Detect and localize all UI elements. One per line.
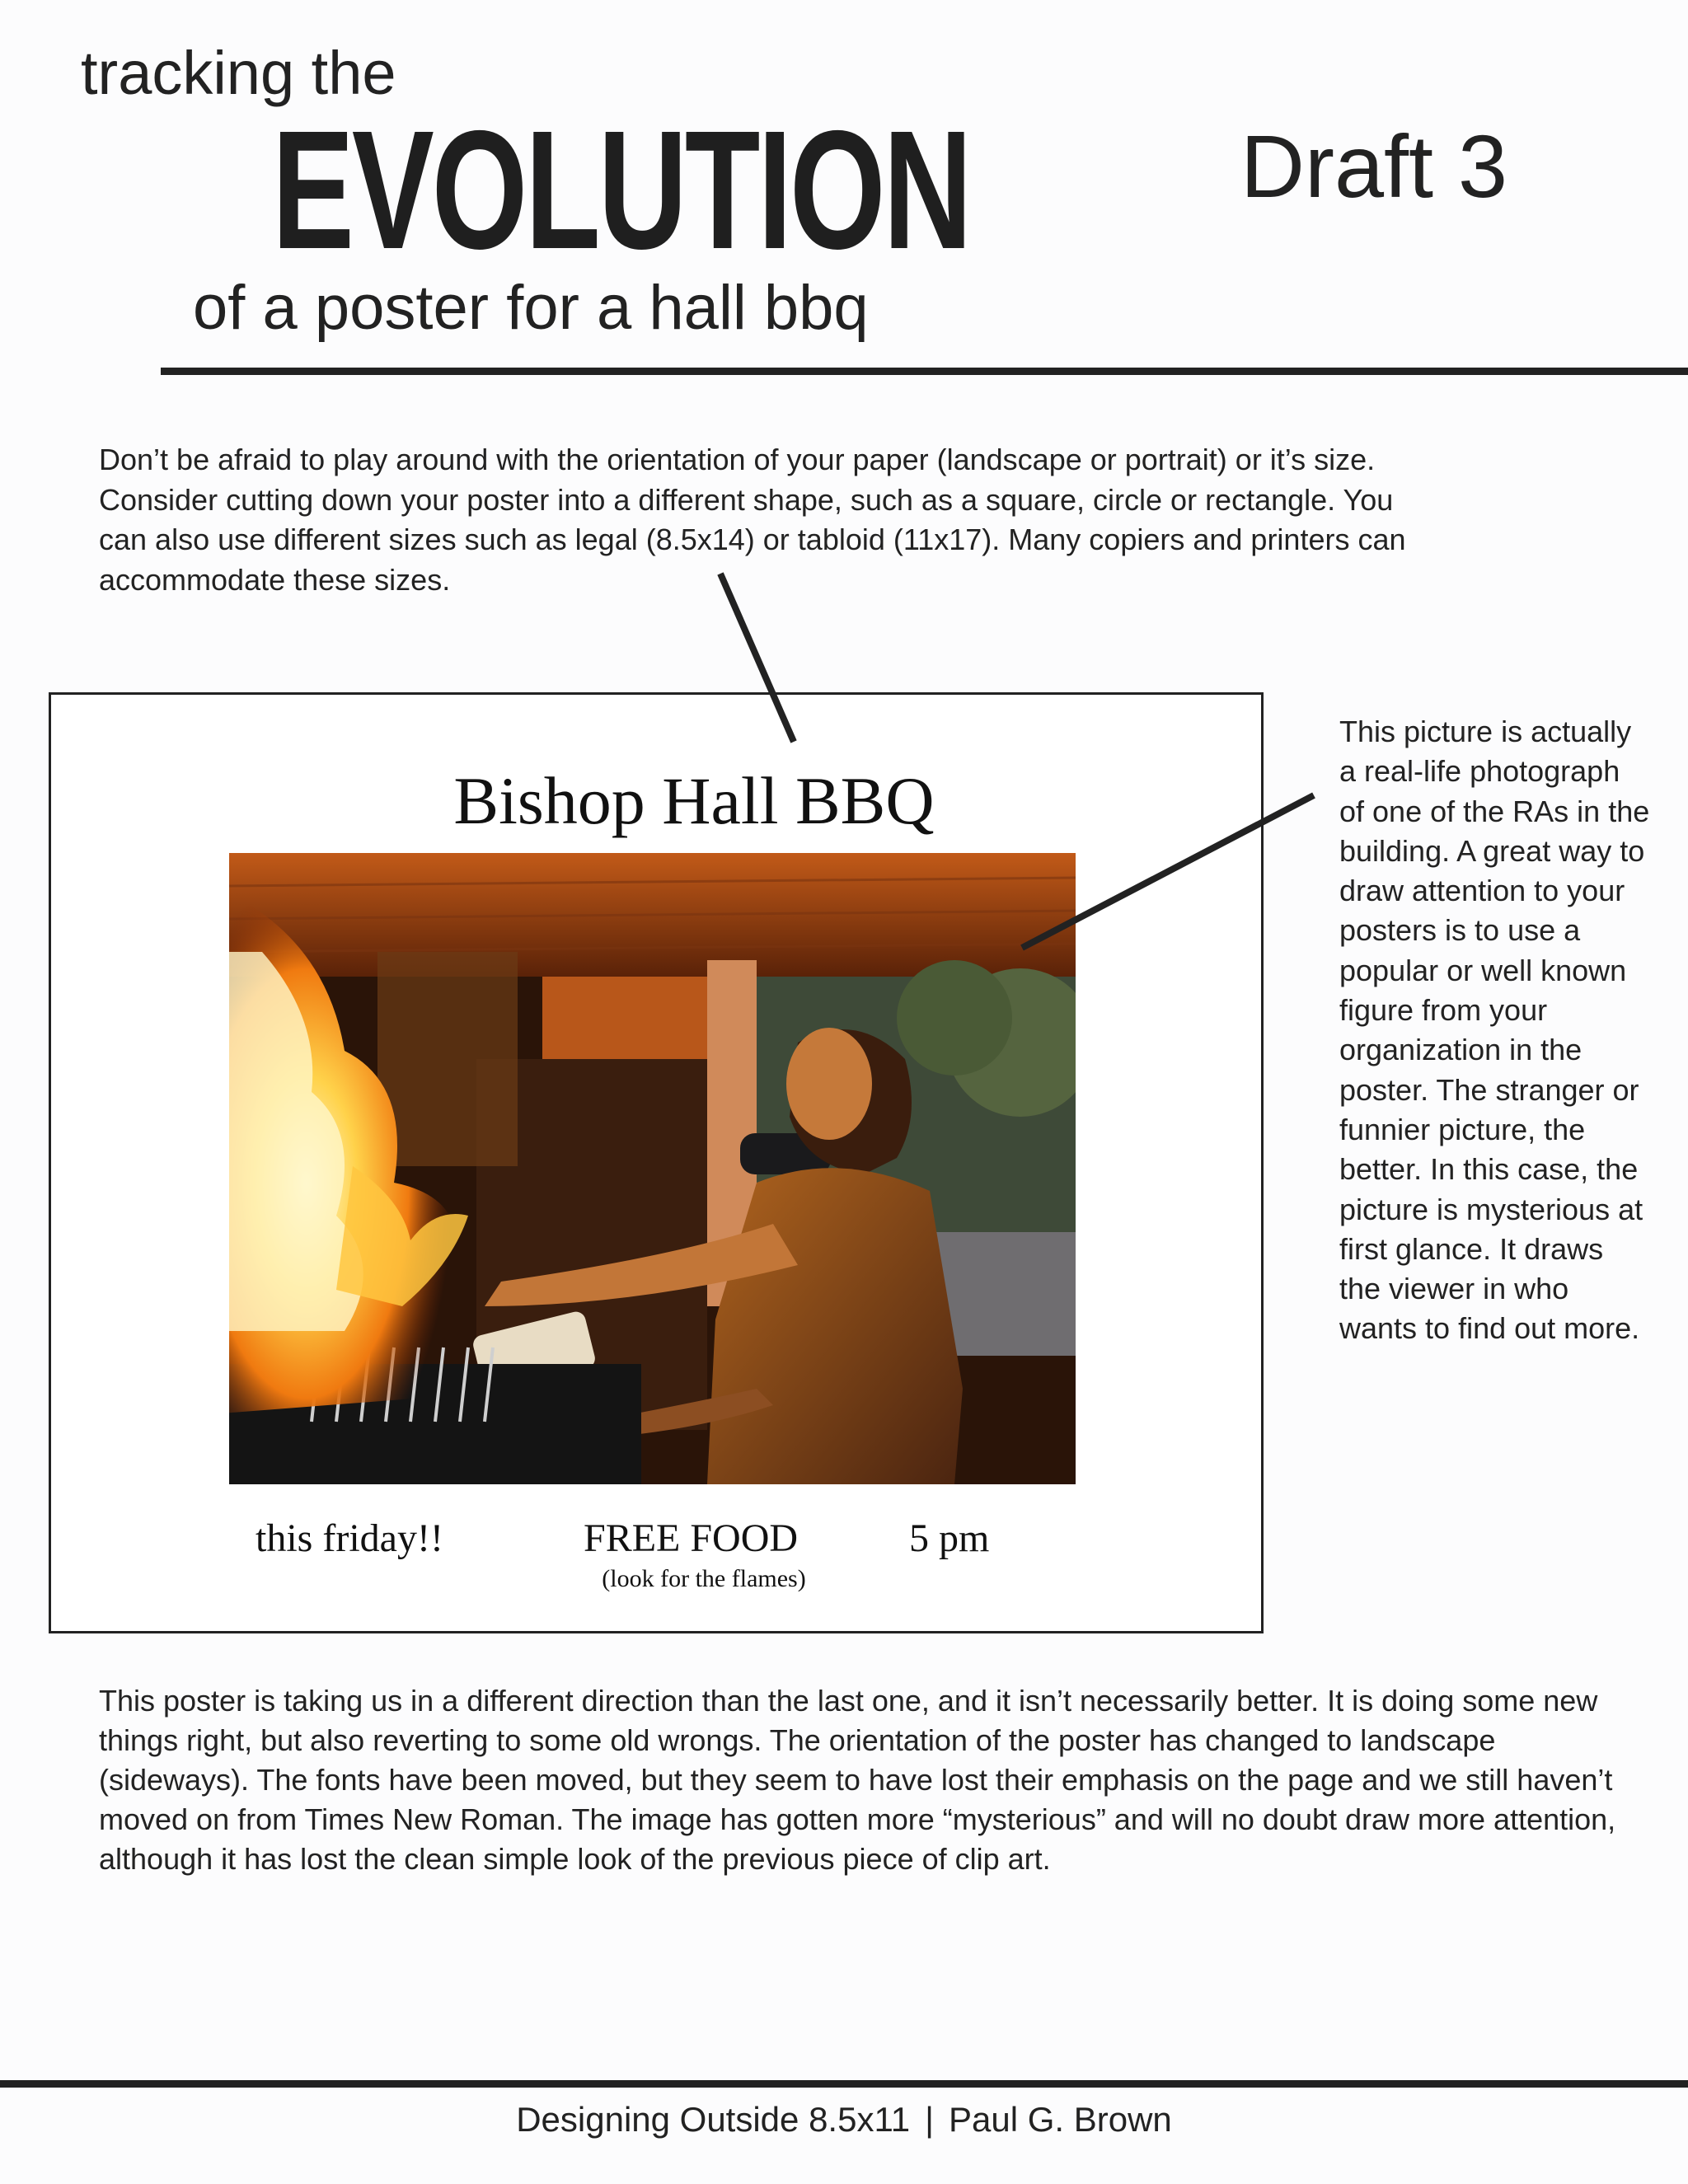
draft-label: Draft 3 (1240, 116, 1508, 216)
footer (0, 2098, 1688, 2141)
poster-food-note: (look for the flames) (602, 1565, 806, 1592)
headline: EVOLUTION (272, 96, 970, 284)
footer-book-title: Designing Outside 8.5x11 (516, 2100, 911, 2139)
footer-author: Paul G. Brown (948, 2100, 1172, 2139)
kicker-text: tracking the (81, 39, 396, 107)
poster-title: Bishop Hall BBQ (453, 763, 935, 838)
bbq-photo (229, 853, 1076, 1484)
header-divider (161, 368, 1688, 375)
intro-paragraph: Don’t be afraid to play around with the orientation of your paper (landscape or portrait) or it’s size. Consider cutting down your poster into a different shape, such as a square, circle or rectangle. You can also use different sizes such as legal (8.5x14) or tabloid (11x17). Many copiers and printers can accommodate these sizes. (99, 443, 1406, 597)
footer-divider (0, 2080, 1688, 2088)
poster-free-food: FREE FOOD (584, 1516, 799, 1560)
poster-time: 5 pm (909, 1516, 990, 1560)
poster-frame (49, 692, 1264, 1633)
poster-day: this friday!! (256, 1516, 443, 1560)
commentary-paragraph: This poster is taking us in a different direction than the last one, and it isn’t necessarily better. It is doing some new things right, but also reverting to some old wrongs. The orientation of the poster has changed to landscape (sideways). The fonts have been moved, but they seem to have lost their emphasis on the page and we still haven’t moved on from Times New Roman. The image has gotten more “mysterious” and will no doubt draw more attention, although it has lost the clean simple look of the previous piece of clip art. (99, 1684, 1616, 1876)
footer-separator: | (925, 2100, 934, 2139)
side-annotation: This picture is actually a real-life photograph of one of the RAs in the building. A great way to draw attention to your posters is to use a popular or well known figure from your organization in the poster. The stranger or funnier picture, the better. In this case, the picture is mysterious at first glance. It draws the viewer in who wants to find out more. (1339, 715, 1650, 1346)
subtitle: of a poster for a hall bbq (193, 273, 869, 343)
